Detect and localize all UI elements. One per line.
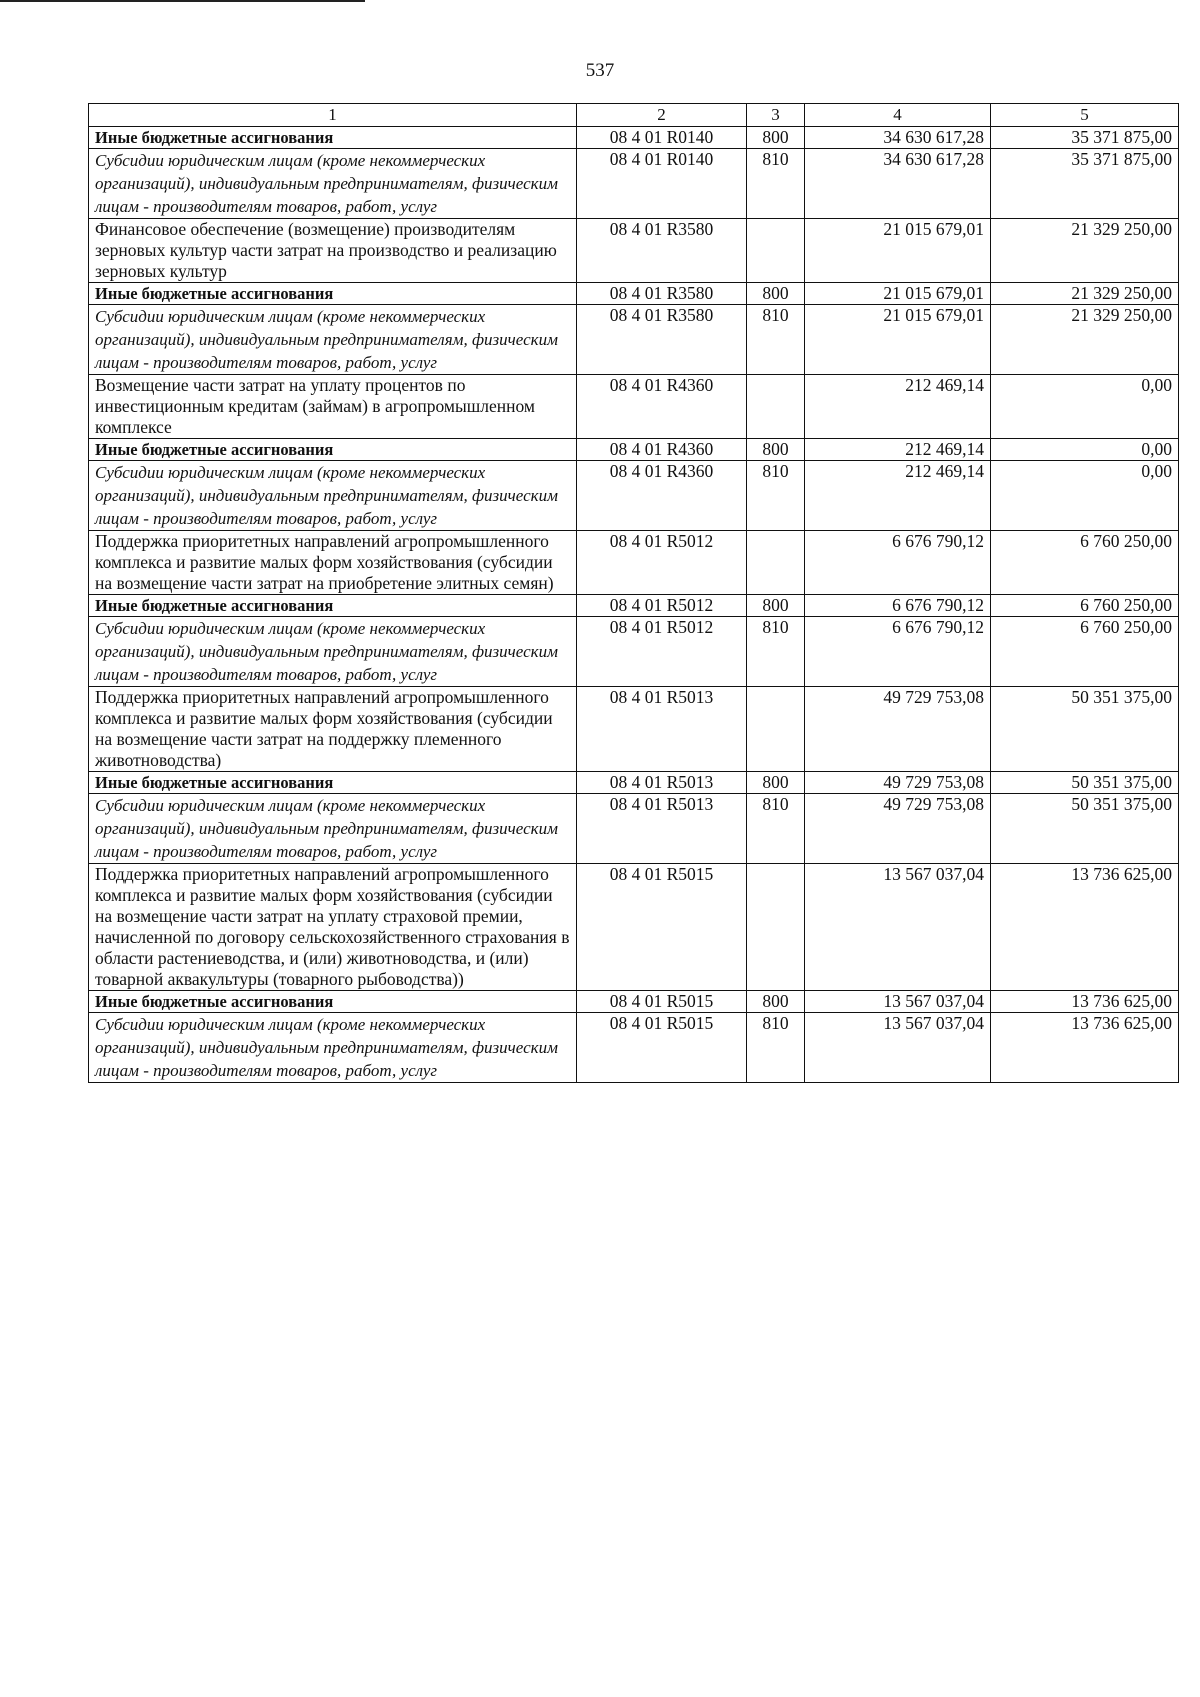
row-name-cell: Финансовое обеспечение (возмещение) производителям зерновых культур части затрат на производство и реализацию зерновых культур	[89, 219, 577, 283]
row-type-cell: 810	[747, 305, 805, 375]
header-cell: 4	[805, 104, 991, 127]
header-cell: 5	[991, 104, 1179, 127]
row-amount-2-cell: 13 736 625,00	[991, 1013, 1179, 1083]
row-amount-2-cell: 50 351 375,00	[991, 772, 1179, 794]
row-amount-1-cell: 21 015 679,01	[805, 219, 991, 283]
row-name-cell: Поддержка приоритетных направлений агропромышленного комплекса и развитие малых форм хозяйствования (субсидии на возмещение части затрат на уплату страховой премии, начисленной по договору сельскохозяйственного страхования в области растениеводства, и (или) животноводства, и (или) товарной аквакультуры (товарного рыбоводства))	[89, 864, 577, 991]
row-amount-2-cell: 0,00	[991, 375, 1179, 439]
row-amount-1-cell: 21 015 679,01	[805, 283, 991, 305]
row-amount-2-cell: 35 371 875,00	[991, 149, 1179, 219]
row-name-cell: Иные бюджетные ассигнования	[89, 991, 577, 1013]
row-code-cell: 08 4 01 R0140	[577, 149, 747, 219]
row-type-cell: 800	[747, 991, 805, 1013]
row-amount-2-cell: 13 736 625,00	[991, 864, 1179, 991]
row-amount-2-cell: 21 329 250,00	[991, 283, 1179, 305]
row-type-cell: 810	[747, 149, 805, 219]
page-number: 537	[585, 60, 615, 81]
table-row	[89, 283, 1179, 305]
row-name-cell: Иные бюджетные ассигнования	[89, 439, 577, 461]
row-name-cell: Субсидии юридическим лицам (кроме некоммерческих организаций), индивидуальным предпринимателям, физическим лицам - производителям товаров, работ, услуг	[89, 461, 577, 531]
row-type-cell: 800	[747, 439, 805, 461]
row-name-cell: Иные бюджетные ассигнования	[89, 283, 577, 305]
table-row	[89, 127, 1179, 149]
row-amount-2-cell: 13 736 625,00	[991, 991, 1179, 1013]
table-row	[89, 991, 1179, 1013]
header-cell: 1	[89, 104, 577, 127]
scan-edge-line	[0, 0, 365, 2]
row-code-cell: 08 4 01 R4360	[577, 461, 747, 531]
row-amount-1-cell: 6 676 790,12	[805, 595, 991, 617]
row-type-cell: 800	[747, 127, 805, 149]
row-name-cell: Субсидии юридическим лицам (кроме некоммерческих организаций), индивидуальным предпринимателям, физическим лицам - производителям товаров, работ, услуг	[89, 305, 577, 375]
row-name-cell: Иные бюджетные ассигнования	[89, 595, 577, 617]
table-row	[89, 772, 1179, 794]
row-code-cell: 08 4 01 R5012	[577, 617, 747, 687]
row-code-cell: 08 4 01 R5015	[577, 991, 747, 1013]
table-row	[89, 375, 1179, 439]
header-cell: 2	[577, 104, 747, 127]
row-code-cell: 08 4 01 R3580	[577, 219, 747, 283]
row-code-cell: 08 4 01 R3580	[577, 283, 747, 305]
row-amount-2-cell: 6 760 250,00	[991, 531, 1179, 595]
row-type-cell: 810	[747, 617, 805, 687]
table-row	[89, 1013, 1179, 1083]
table-row	[89, 149, 1179, 219]
row-amount-1-cell: 212 469,14	[805, 375, 991, 439]
row-name-cell: Иные бюджетные ассигнования	[89, 772, 577, 794]
row-code-cell: 08 4 01 R4360	[577, 439, 747, 461]
table-row	[89, 687, 1179, 772]
row-amount-2-cell: 0,00	[991, 461, 1179, 531]
row-type-cell: 800	[747, 283, 805, 305]
row-name-cell: Иные бюджетные ассигнования	[89, 127, 577, 149]
row-amount-1-cell: 34 630 617,28	[805, 127, 991, 149]
row-amount-1-cell: 6 676 790,12	[805, 531, 991, 595]
row-code-cell: 08 4 01 R5012	[577, 531, 747, 595]
budget-table	[88, 103, 1179, 1083]
table-row	[89, 595, 1179, 617]
row-amount-1-cell: 49 729 753,08	[805, 794, 991, 864]
row-amount-1-cell: 13 567 037,04	[805, 864, 991, 991]
row-code-cell: 08 4 01 R4360	[577, 375, 747, 439]
row-type-cell	[747, 531, 805, 595]
row-code-cell: 08 4 01 R3580	[577, 305, 747, 375]
row-amount-1-cell: 13 567 037,04	[805, 1013, 991, 1083]
row-amount-2-cell: 21 329 250,00	[991, 305, 1179, 375]
row-code-cell: 08 4 01 R5015	[577, 1013, 747, 1083]
row-amount-2-cell: 50 351 375,00	[991, 794, 1179, 864]
row-code-cell: 08 4 01 R5012	[577, 595, 747, 617]
row-type-cell	[747, 219, 805, 283]
row-amount-2-cell: 21 329 250,00	[991, 219, 1179, 283]
row-amount-1-cell: 21 015 679,01	[805, 305, 991, 375]
row-type-cell	[747, 864, 805, 991]
row-name-cell: Субсидии юридическим лицам (кроме некоммерческих организаций), индивидуальным предпринимателям, физическим лицам - производителям товаров, работ, услуг	[89, 149, 577, 219]
row-type-cell	[747, 375, 805, 439]
header-row	[89, 104, 1179, 127]
row-type-cell: 800	[747, 772, 805, 794]
row-type-cell: 810	[747, 461, 805, 531]
row-name-cell: Субсидии юридическим лицам (кроме некоммерческих организаций), индивидуальным предпринимателям, физическим лицам - производителям товаров, работ, услуг	[89, 617, 577, 687]
row-amount-1-cell: 13 567 037,04	[805, 991, 991, 1013]
row-amount-2-cell: 50 351 375,00	[991, 687, 1179, 772]
row-name-cell: Возмещение части затрат на уплату процентов по инвестиционным кредитам (займам) в агропромышленном комплексе	[89, 375, 577, 439]
row-code-cell: 08 4 01 R5013	[577, 772, 747, 794]
table-row	[89, 617, 1179, 687]
header-cell: 3	[747, 104, 805, 127]
row-amount-2-cell: 6 760 250,00	[991, 595, 1179, 617]
table-row	[89, 531, 1179, 595]
table-row	[89, 439, 1179, 461]
row-amount-2-cell: 0,00	[991, 439, 1179, 461]
row-amount-1-cell: 49 729 753,08	[805, 772, 991, 794]
row-code-cell: 08 4 01 R5013	[577, 794, 747, 864]
table-row	[89, 305, 1179, 375]
row-type-cell: 810	[747, 1013, 805, 1083]
table-row	[89, 864, 1179, 991]
row-name-cell: Поддержка приоритетных направлений агропромышленного комплекса и развитие малых форм хозяйствования (субсидии на возмещение части затрат на приобретение элитных семян)	[89, 531, 577, 595]
row-amount-1-cell: 34 630 617,28	[805, 149, 991, 219]
row-amount-2-cell: 6 760 250,00	[991, 617, 1179, 687]
row-amount-1-cell: 49 729 753,08	[805, 687, 991, 772]
row-amount-1-cell: 212 469,14	[805, 439, 991, 461]
row-code-cell: 08 4 01 R5013	[577, 687, 747, 772]
row-type-cell: 810	[747, 794, 805, 864]
table-row	[89, 461, 1179, 531]
row-type-cell: 800	[747, 595, 805, 617]
table-row	[89, 219, 1179, 283]
row-name-cell: Субсидии юридическим лицам (кроме некоммерческих организаций), индивидуальным предпринимателям, физическим лицам - производителям товаров, работ, услуг	[89, 794, 577, 864]
row-name-cell: Субсидии юридическим лицам (кроме некоммерческих организаций), индивидуальным предпринимателям, физическим лицам - производителям товаров, работ, услуг	[89, 1013, 577, 1083]
row-type-cell	[747, 687, 805, 772]
row-code-cell: 08 4 01 R0140	[577, 127, 747, 149]
row-amount-1-cell: 212 469,14	[805, 461, 991, 531]
table-row	[89, 794, 1179, 864]
row-amount-2-cell: 35 371 875,00	[991, 127, 1179, 149]
row-amount-1-cell: 6 676 790,12	[805, 617, 991, 687]
row-code-cell: 08 4 01 R5015	[577, 864, 747, 991]
row-name-cell: Поддержка приоритетных направлений агропромышленного комплекса и развитие малых форм хозяйствования (субсидии на возмещение части затрат на поддержку племенного животноводства)	[89, 687, 577, 772]
